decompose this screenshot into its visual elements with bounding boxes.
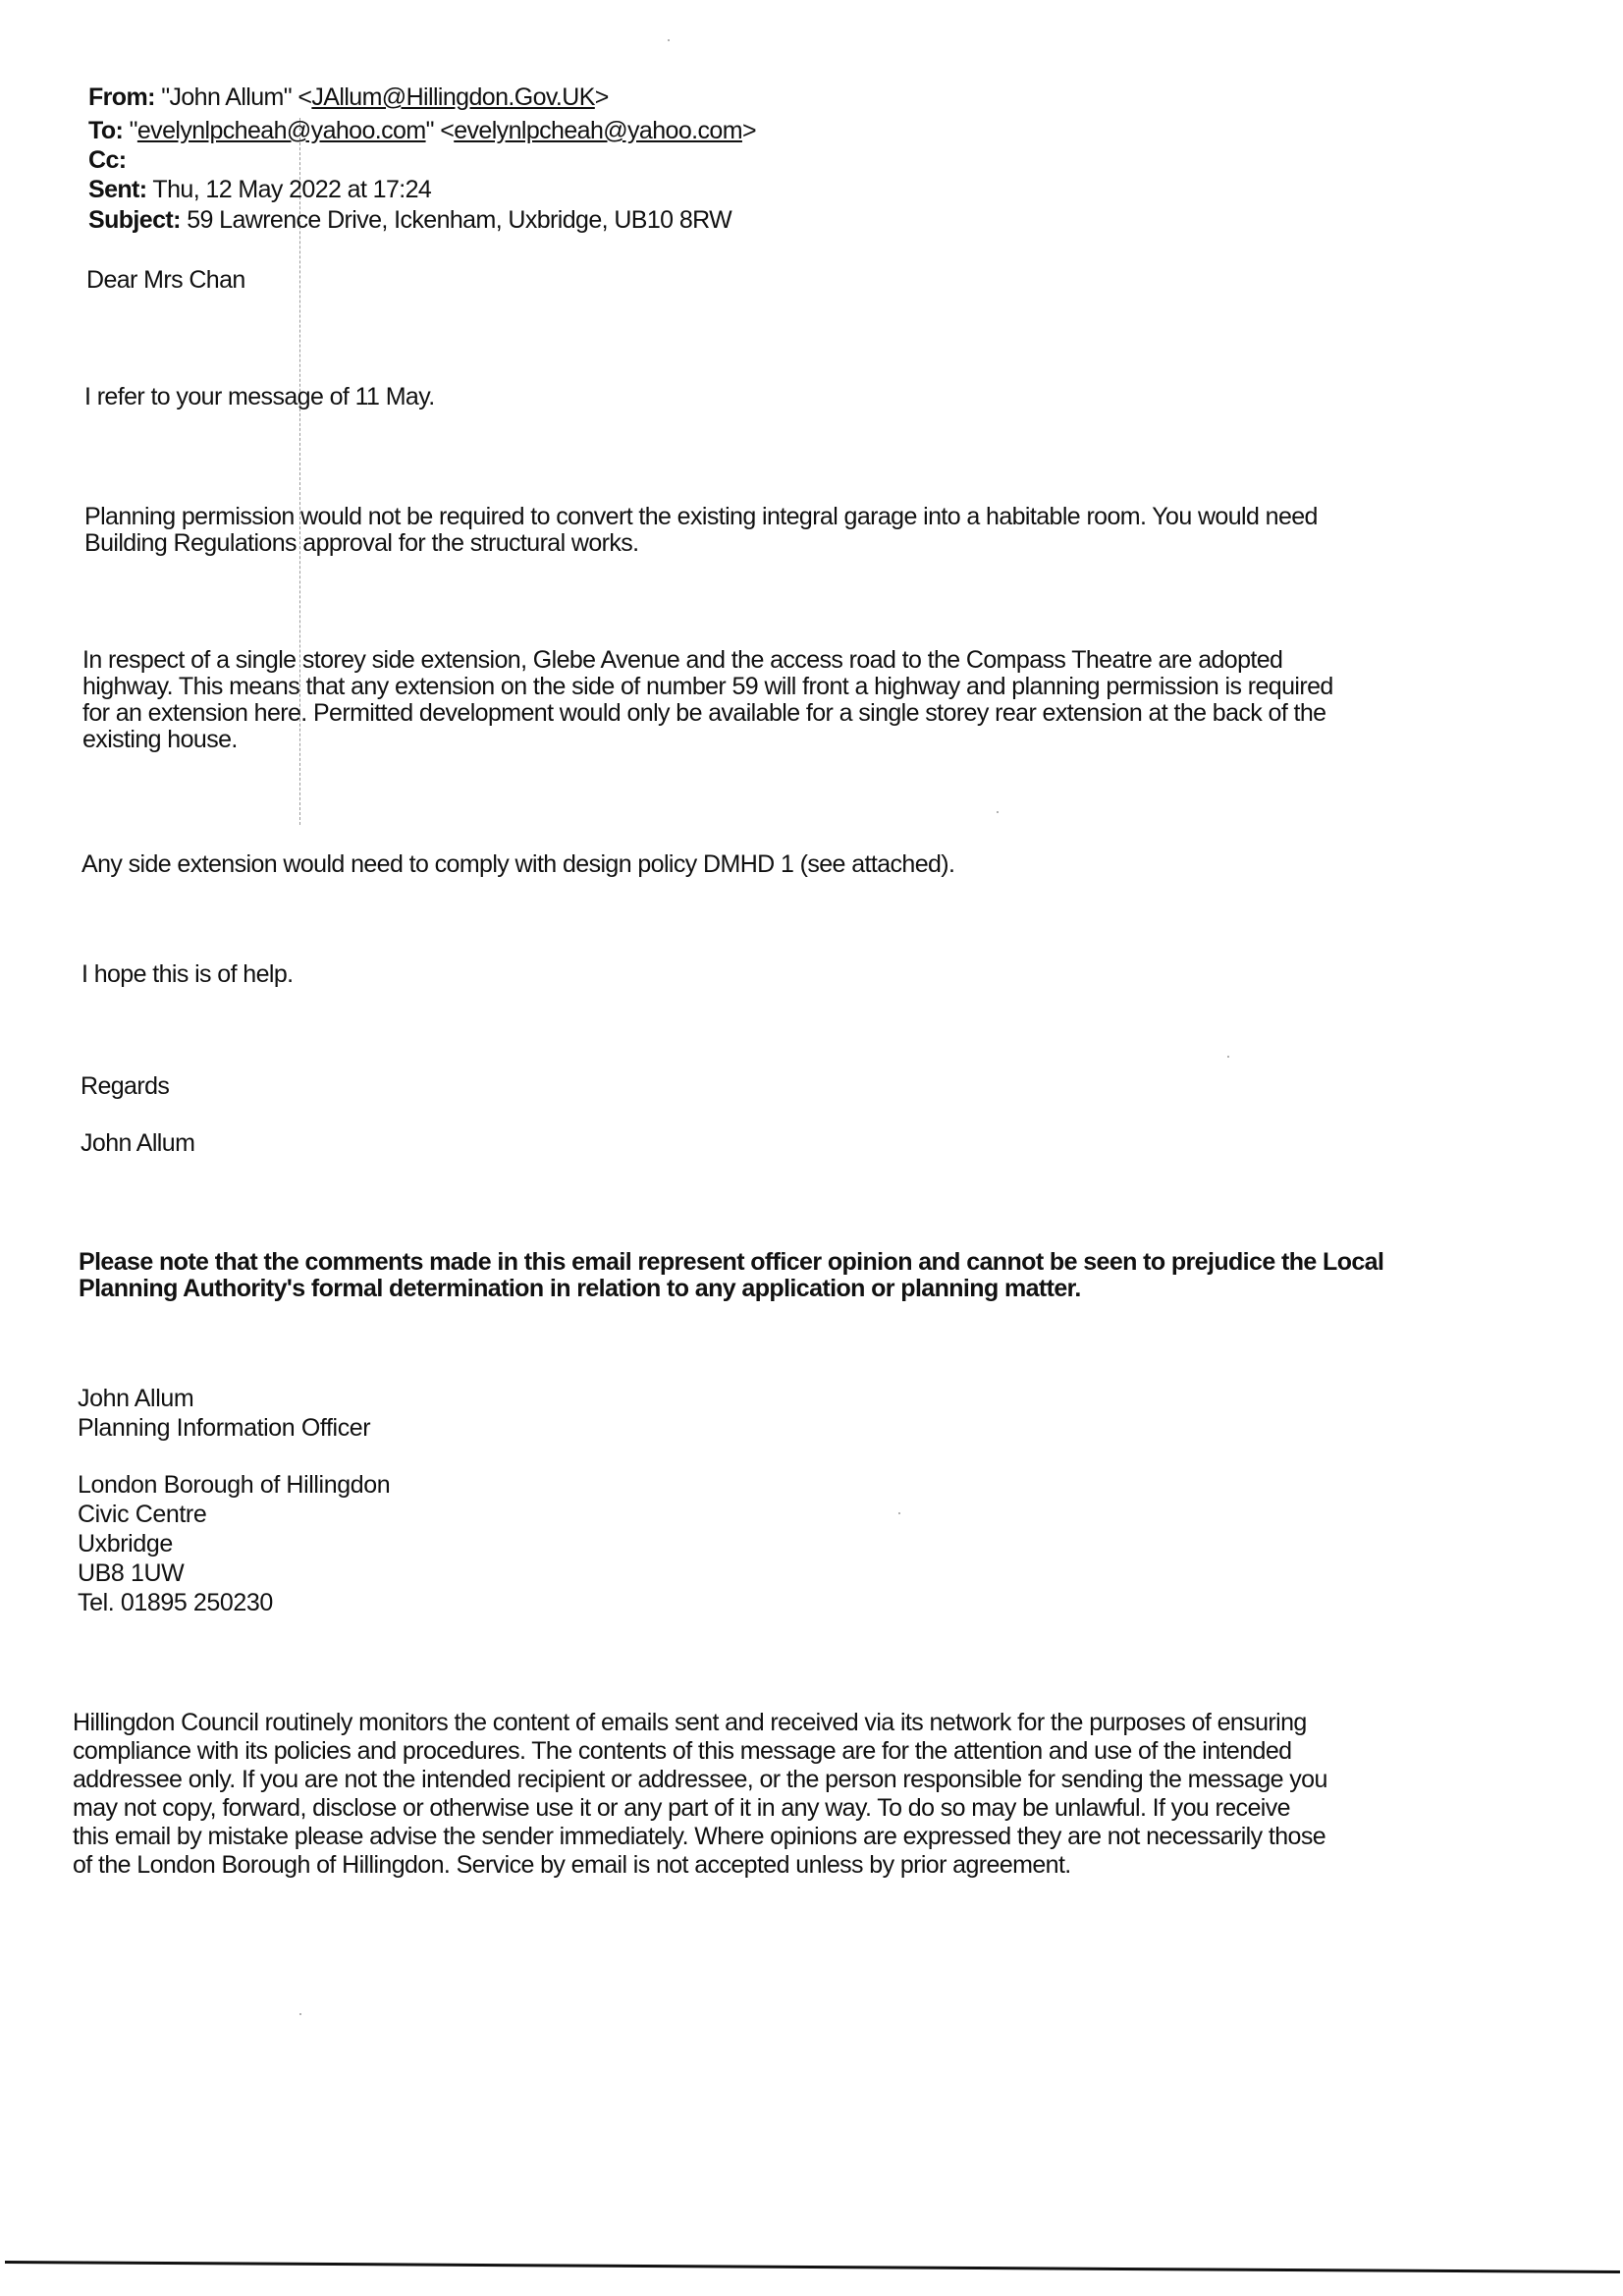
- paragraph-hope-help: I hope this is of help.: [81, 960, 294, 988]
- signature-organisation: London Borough of Hillingdon: [78, 1471, 391, 1499]
- disclaimer-line: Please note that the comments made in this email represent officer opinion and cannot be seen to prejudice the Local: [79, 1248, 1384, 1276]
- scan-speck: [668, 39, 670, 41]
- to-email-close: >: [741, 117, 756, 144]
- from-line: [88, 84, 609, 110]
- to-quote-open: ": [129, 117, 137, 144]
- from-name: "John Allum": [161, 83, 293, 111]
- from-email-open: <: [298, 83, 312, 111]
- sent-label: Sent:: [88, 176, 147, 203]
- paragraph-line: existing house.: [82, 726, 238, 753]
- subject-line: [88, 207, 731, 233]
- from-email-close: >: [594, 83, 609, 111]
- paragraph-side-extension: [82, 647, 1333, 753]
- cc-label: Cc:: [88, 146, 127, 174]
- to-quote-close: ": [425, 117, 434, 144]
- scan-speck: [1227, 1056, 1229, 1058]
- sent-line: [88, 177, 431, 202]
- to-email-open: <: [440, 117, 455, 144]
- signature-name: John Allum: [78, 1385, 194, 1412]
- legal-footer-line: Hillingdon Council routinely monitors the content of emails sent and received via its network for the purposes of ensuring: [73, 1709, 1307, 1736]
- legal-footer-line: may not copy, forward, disclose or otherwise use it or any part of it in any way. To do so may be unlawful. If you receive: [73, 1794, 1290, 1822]
- greeting: Dear Mrs Chan: [86, 266, 245, 294]
- closing-name: John Allum: [81, 1129, 195, 1157]
- legal-footer-line: this email by mistake please advise the sender immediately. Where opinions are expressed they are not necessarily those: [73, 1823, 1326, 1850]
- subject-label: Subject:: [88, 206, 181, 234]
- scan-speck: [997, 811, 999, 813]
- signature-spacer: [78, 1443, 390, 1470]
- subject-value: 59 Lawrence Drive, Ickenham, Uxbridge, UB10 8RW: [187, 206, 732, 234]
- paragraph-line: for an extension here. Permitted development would only be available for a single storey rear extension at the back of the: [82, 699, 1326, 727]
- to-line: [88, 118, 756, 143]
- legal-footer-line: of the London Borough of Hillingdon. Service by email is not accepted unless by prior agreement.: [73, 1851, 1071, 1879]
- from-label: From:: [88, 83, 155, 111]
- closing-regards: Regards: [81, 1072, 170, 1100]
- disclaimer-line: Planning Authority's formal determination in relation to any application or planning matter.: [79, 1275, 1081, 1302]
- scan-speck: [898, 1512, 900, 1514]
- officer-opinion-disclaimer: [79, 1249, 1383, 1302]
- paragraph-line: Building Regulations approval for the structural works.: [84, 529, 639, 557]
- paragraph-line: In respect of a single storey side extension, Glebe Avenue and the access road to the Compass Theatre are adopted: [82, 646, 1283, 674]
- signature-address-line2: Uxbridge: [78, 1530, 173, 1558]
- to-email-link[interactable]: evelynlpcheah@yahoo.com: [454, 117, 742, 144]
- paragraph-reference: I refer to your message of 11 May.: [84, 383, 435, 410]
- signature-postcode: UB8 1UW: [78, 1559, 185, 1587]
- sent-value: Thu, 12 May 2022 at 17:24: [152, 176, 432, 203]
- signature-block: [78, 1384, 390, 1617]
- signature-address-line1: Civic Centre: [78, 1501, 207, 1528]
- paragraph-line: highway. This means that any extension on the side of number 59 will front a highway and planning permission is required: [82, 673, 1333, 700]
- cc-line: [88, 147, 126, 173]
- bottom-rule: [5, 2261, 1620, 2273]
- scan-speck: [299, 2013, 301, 2015]
- paragraph-garage-conversion: [84, 504, 1318, 557]
- legal-footer-line: addressee only. If you are not the intended recipient or addressee, or the person responsible for sending the message you: [73, 1766, 1327, 1793]
- legal-footer: [73, 1709, 1327, 1880]
- to-display-link[interactable]: evelynlpcheah@yahoo.com: [136, 117, 426, 144]
- signature-telephone: Tel. 01895 250230: [78, 1589, 273, 1616]
- to-label: To:: [88, 117, 124, 144]
- paragraph-design-policy: Any side extension would need to comply with design policy DMHD 1 (see attached).: [81, 850, 955, 878]
- signature-title: Planning Information Officer: [78, 1414, 371, 1442]
- legal-footer-line: compliance with its policies and procedures. The contents of this message are for the attention and use of the intended: [73, 1737, 1292, 1765]
- paragraph-line: Planning permission would not be required to convert the existing integral garage into a habitable room. You would need: [84, 503, 1318, 530]
- from-email-link[interactable]: JAllum@Hillingdon.Gov.UK: [311, 83, 595, 111]
